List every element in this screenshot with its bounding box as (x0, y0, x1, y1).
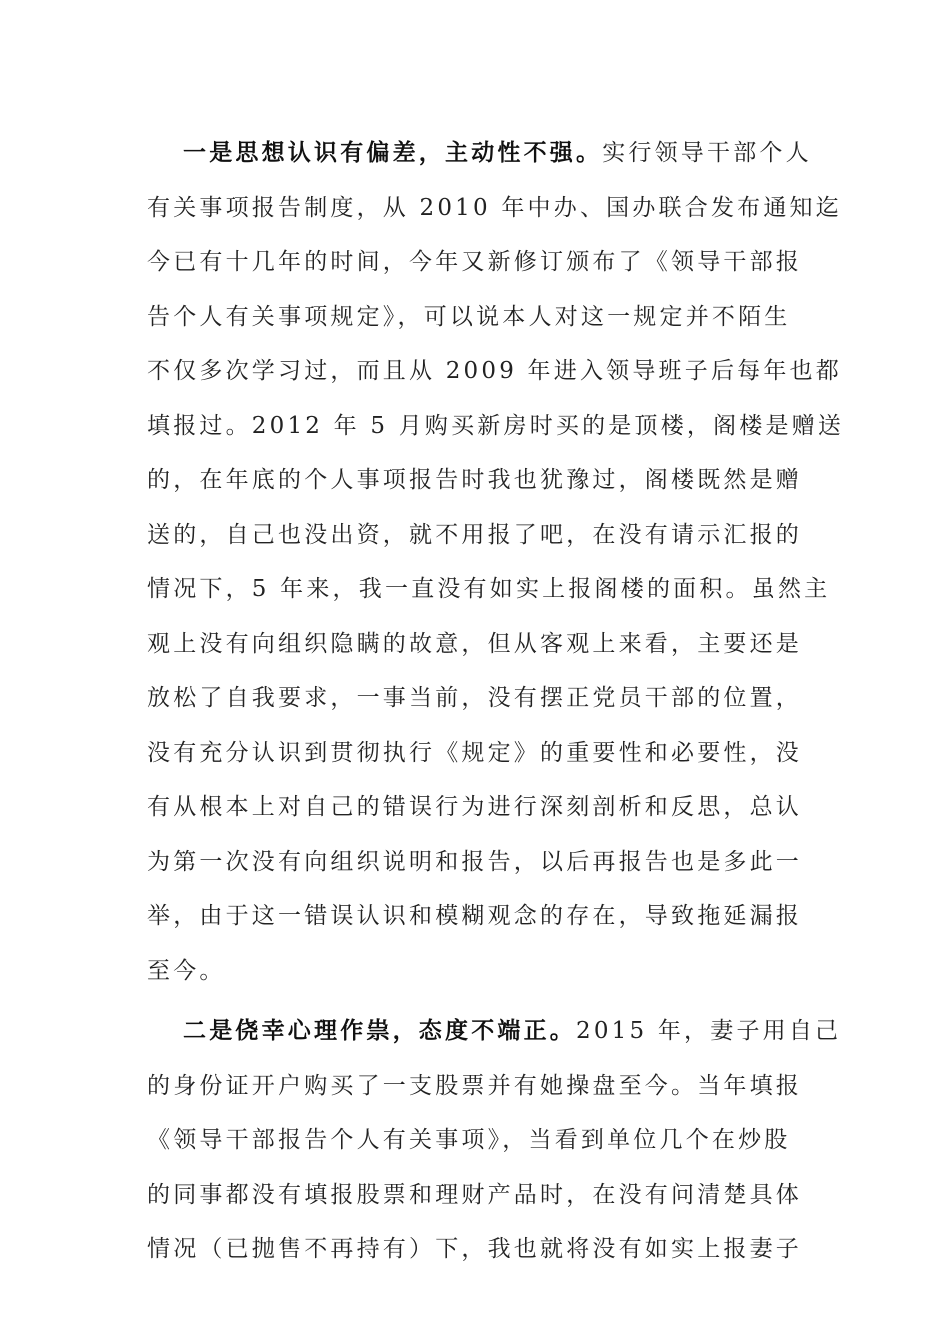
paragraph-1-line-16: 至今。 (147, 957, 226, 984)
paragraph-1-line-15: 举，由于这一错误认识和模糊观念的存在，导致拖延漏报 (147, 903, 802, 929)
paragraph-1-line-13: 有从根本上对自己的错误行为进行深刻剖析和反思，总认 (147, 794, 802, 820)
paragraph-2-line-2: 的身份证开户购买了一支股票并有她操盘至今。当年填报 (147, 1072, 802, 1099)
paragraph-2-text: 2015 年，妻子用自己 (576, 1018, 842, 1044)
paragraph-2-line-5: 情况（已抛售不再持有）下，我也就将没有如实上报妻子 (147, 1236, 802, 1262)
paragraph-1-line-14: 为第一次没有向组织说明和报告，以后再报告也是多此一 (147, 848, 802, 875)
paragraph-1-line-5: 不仅多次学习过，而且从 2009 年进入领导班子后每年也都 (147, 358, 842, 384)
paragraph-1-line-3: 今已有十几年的时间，今年又新修订颁布了《领导干部报 (147, 249, 802, 275)
paragraph-1-line-8: 送的，自己也没出资，就不用报了吧，在没有请示汇报的 (147, 521, 802, 548)
paragraph-1-line-12: 没有充分认识到贯彻执行《规定》的重要性和必要性，没 (147, 739, 802, 766)
paragraph-1-line-6: 填报过。2012 年 5 月购买新房时买的是顶楼，阁楼是赠送 (147, 412, 845, 439)
paragraph-1-line-11: 放松了自我要求，一事当前，没有摆正党员干部的位置， (147, 685, 802, 711)
paragraph-1-line-7: 的，在年底的个人事项报告时我也犹豫过，阁楼既然是赠 (147, 467, 802, 493)
paragraph-2-lead: 二是侥幸心理作祟，态度不端正。 (183, 1017, 576, 1044)
paragraph-1-line-9: 情况下，5 年来，我一直没有如实上报阁楼的面积。虽然主 (147, 576, 831, 602)
paragraph-2-line-4: 的同事都没有填报股票和理财产品时，在没有问清楚具体 (147, 1181, 802, 1208)
paragraph-1-line-10: 观上没有向组织隐瞒的故意，但从客观上来看，主要还是 (147, 630, 802, 657)
document-body (147, 126, 845, 1277)
paragraph-1-line-1 (147, 126, 812, 181)
paragraph-2-line-3: 《领导干部报告个人有关事项》，当看到单位几个在炒股 (147, 1127, 791, 1153)
paragraph-1-line-4: 告个人有关事项规定》，可以说本人对这一规定并不陌生 (147, 303, 791, 330)
paragraph-1-lead: 一是思想认识有偏差，主动性不强。 (183, 139, 603, 166)
paragraph-1-line-2: 有关事项报告制度，从 2010 年中办、国办联合发布通知迄 (147, 194, 842, 221)
paragraph-2-line-1 (147, 1004, 842, 1059)
paragraph-1-text: 实行领导干部个人 (602, 140, 812, 166)
